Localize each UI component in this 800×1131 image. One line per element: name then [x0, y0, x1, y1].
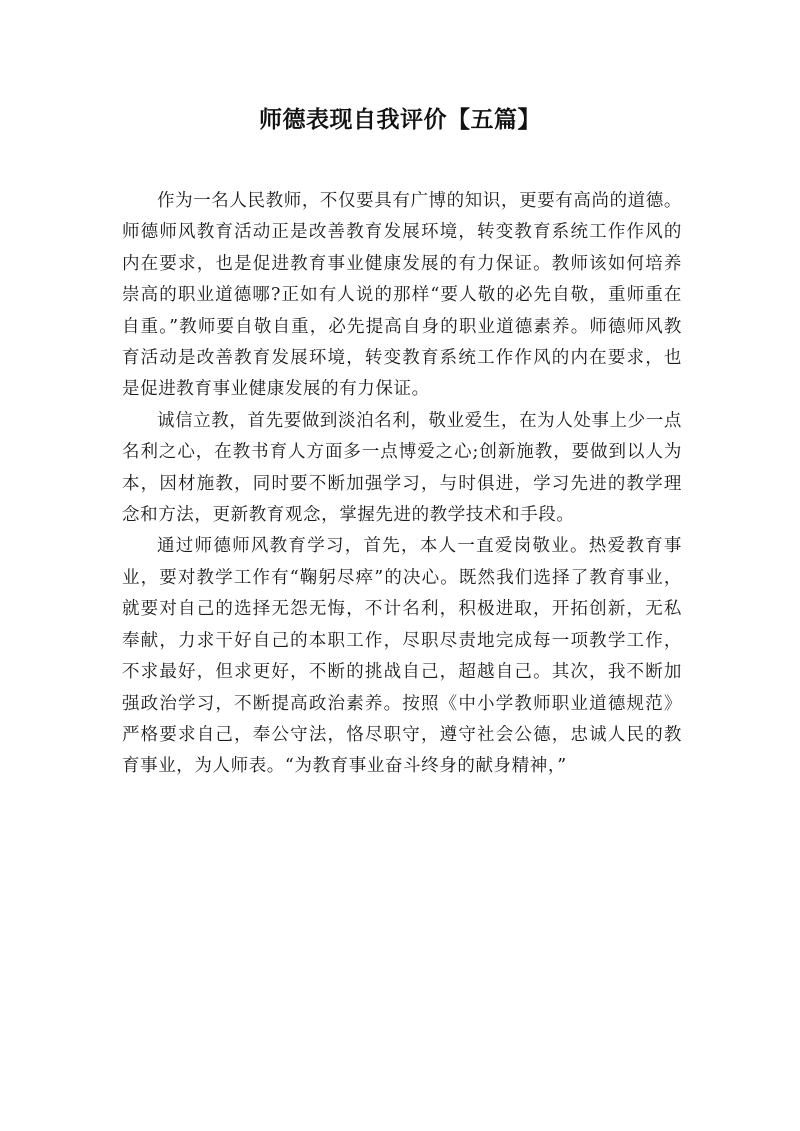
paragraph-3: 通过师德师风教育学习，首先，本人一直爱岗敬业。热爱教育事业，要对教学工作有“鞠躬尽瘁”的决心。既然我们选择了教育事业，就要对自己的选择无怨无悔，不计名利，积极进取，开拓创新，无私奉献，力求干好自己的本职工作，尽职尽责地完成每一项教学工作，不求最好，但求更好，不断的挑战自己，超越自己。其次，我不断加强政治学习，不断提高政治素养。按照《中小学教师职业道德规范》严格要求自己，奉公守法，恪尽职守，遵守社会公德，忠诚人民的教育事业，为人师表。“为教育事业奋斗终身的献身精神，” — [122, 536, 682, 777]
paragraph-1: 作为一名人民教师，不仅要具有广博的知识，更要有高尚的道德。师德师风教育活动正是改善教育发展环境，转变教育系统工作作风的内在要求，也是促进教育事业健康发展的有力保证。教师该如何培养崇高的职业道德哪?正如有人说的那样“要人敬的必先自敬，重师重在自重。”教师要自敬自重，必先提高自身的职业道德素养。师德师风教育活动是改善教育发展环境，转变教育系统工作作风的内在要求，也是促进教育事业健康发展的有力保证。 — [122, 191, 682, 400]
document-body — [122, 186, 682, 783]
document-title: 师德表现自我评价【五篇】 — [259, 107, 541, 133]
paragraph-2: 诚信立教，首先要做到淡泊名利，敬业爱生，在为人处事上少一点名利之心，在教书育人方面多一点博爱之心;创新施教，要做到以人为本，因材施教，同时要不断加强学习，与时俱进，学习先进的教学理念和方法，更新教育观念，掌握先进的教学技术和手段。 — [122, 410, 682, 526]
